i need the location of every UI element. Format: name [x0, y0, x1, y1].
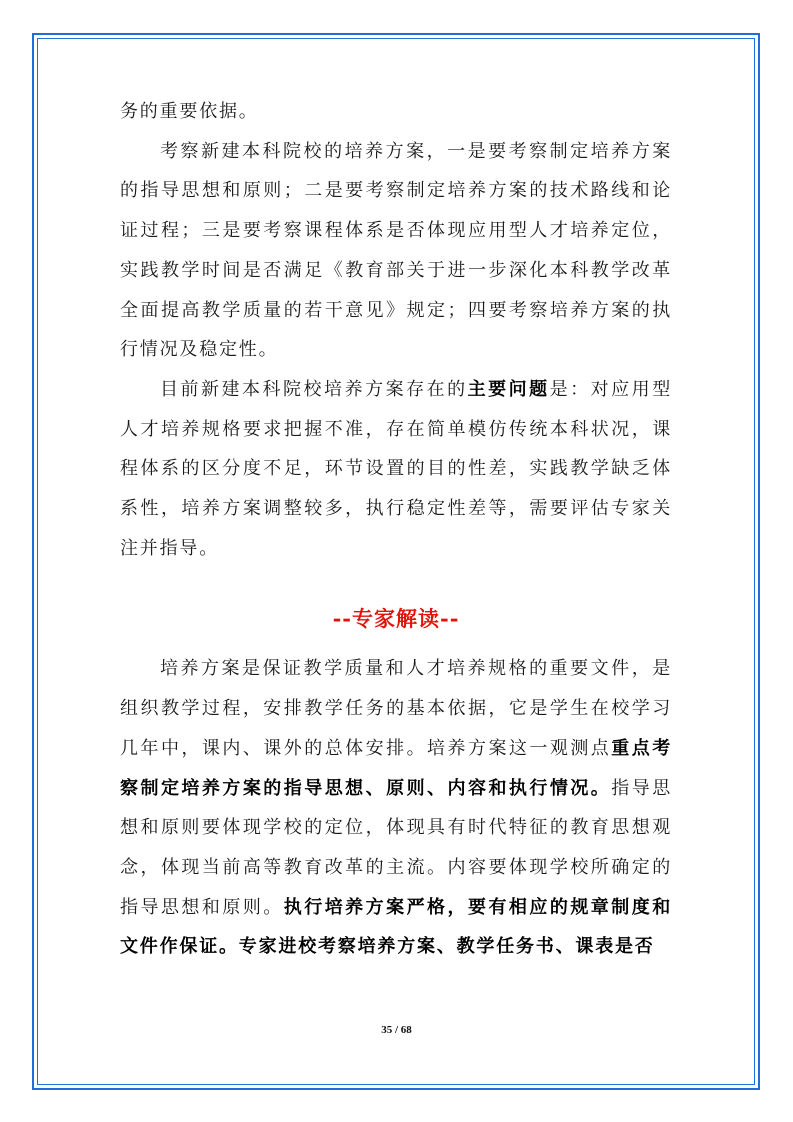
document-body — [120, 92, 672, 967]
page-number: 35 / 68 — [381, 1024, 412, 1036]
bold-text-focus: 重点考察制定培养方案的指导思想、原则、内容和执行情况。 — [120, 737, 672, 799]
paragraph-continuation: 务的重要依据。 — [120, 101, 259, 122]
bold-text-execution: 执行培养方案严格，要有相应的规章制度和文件作保证。专家进校考察培养方案、教学任务书、课表是否 — [120, 896, 672, 958]
paragraph-assessment-criteria: 考察新建本科院校的培养方案，一是要考察制定培养方案的指导思想和原则；二是要考察制定培养方案的技术路线和论证过程；三是要考察课程体系是否体现应用型人才培养定位，实践教学时间是否满足《教育部关于进一步深化本科教学改革全面提高教学质量的若干意见》规定；四要考察培养方案的执行情况及稳定性。 — [120, 140, 672, 361]
text-run: 目前新建本科院校培养方案存在的 — [160, 378, 468, 400]
text-run: 培养方案是保证教学质量和人才培养规格的重要文件，是组织教学过程，安排教学任务的基本依据，它是学生在校学习几年中，课内、课外的总体安排。培养方案这一观测点 — [120, 658, 672, 759]
paragraph-expert-interpretation — [120, 649, 672, 967]
text-run: 指导思想和原则要体现学校的定位，体现具有时代特征的教育思想观念，体现当前高等教育改革的主流。内容要体现学校所确定的指导思想和原则。 — [120, 777, 672, 918]
section-title-expert-interpretation: --专家解读-- — [332, 606, 460, 632]
text-run: 是：对应用型人才培养规格要求把握不准，存在简单模仿传统本科状况，课程体系的区分度不足，环节设置的目的性差，实践教学缺乏体系性，培养方案调整较多，执行稳定性差等，需要评估专家关注并指导。 — [120, 378, 672, 559]
paragraph-main-problems — [120, 370, 672, 569]
bold-text-main-problems: 主要问题 — [467, 378, 550, 400]
